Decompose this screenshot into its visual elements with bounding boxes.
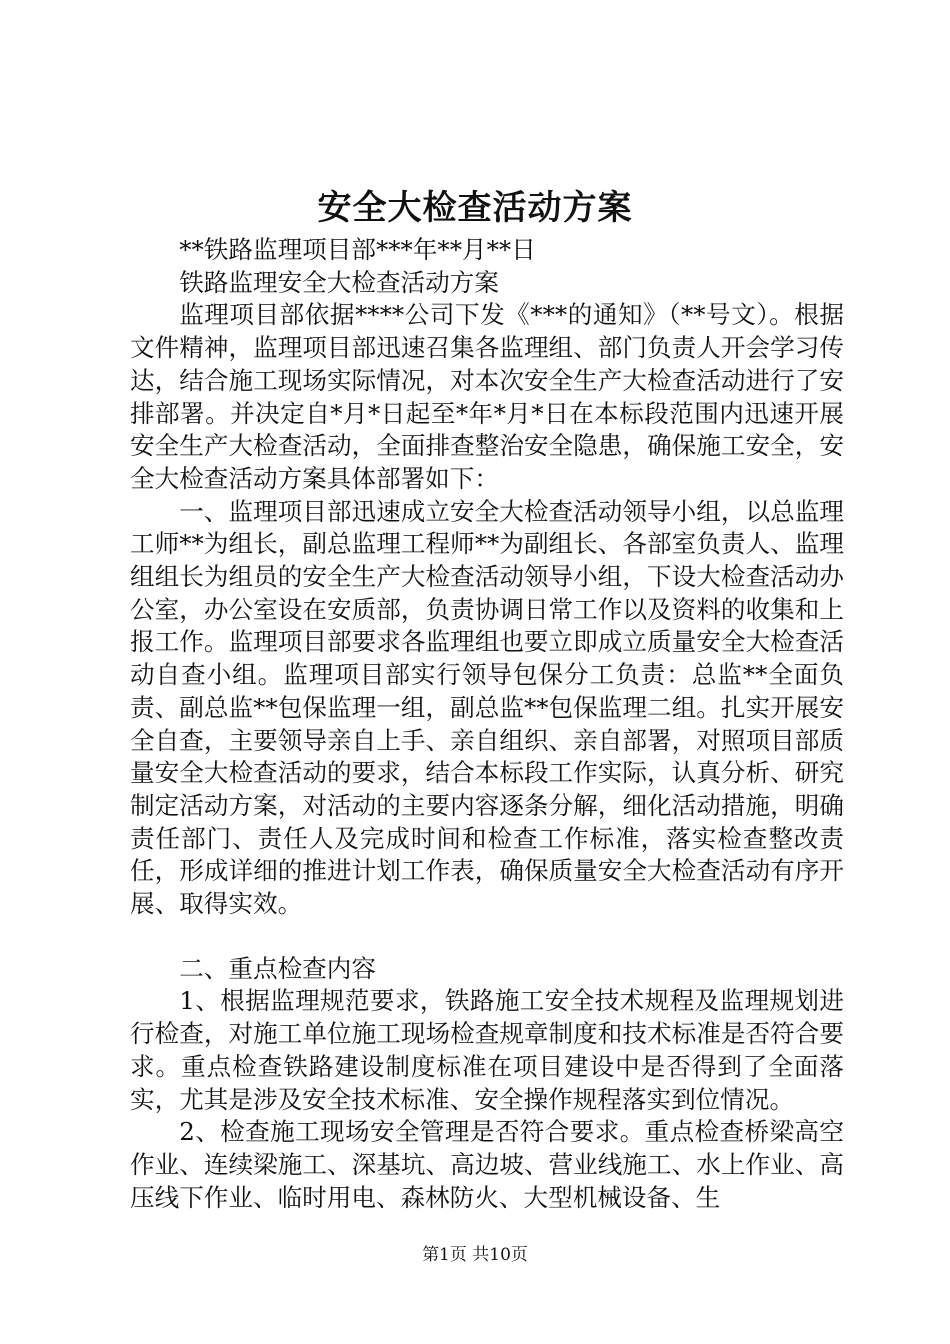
paragraph-header-line: **铁路监理项目部***年**月**日 <box>179 235 536 264</box>
paragraph-item-2: 2、检查施工现场安全管理是否符合要求。重点检查桥梁高空作业、连续梁施工、深基坑、高边坡、营业线施工、水上作业、高压线下作业、临时用电、森林防火、大型机械设备、生 <box>130 1117 844 1212</box>
paragraph-subtitle: 铁路监理安全大检查活动方案 <box>179 267 499 297</box>
document-body <box>130 234 844 1214</box>
paragraph-section-1: 一、监理项目部迅速成立安全大检查活动领导小组，以总监理工师**为组长，副总监理工程师**为副组长、各部室负责人、监理组组长为组员的安全生产大检查活动领导小组，下设大检查活动办公室，办公室设在安质部，负责协调日常工作以及资料的收集和上报工作。监理项目部要求各监理组也要立即成立质量安全大检查活动自查小组。监理项目部实行领导包保分工负责：总监**全面负责、副总监**包保监理一组，副总监**包保监理二组。扎实开展安全自查，主要领导亲自上手、亲自组织、亲自部署，对照项目部质量安全大检查活动的要求，结合本标段工作实际，认真分析、研究制定活动方案，对活动的主要内容逐条分解，细化活动措施，明确责任部门、责任人及完成时间和检查工作标准，落实检查整改责任，形成详细的推进计划工作表，确保质量安全大检查活动有序开展、取得实效。 <box>130 496 844 919</box>
paragraph-item-1: 1、根据监理规范要求，铁路施工安全技术规程及监理规划进行检查，对施工单位施工现场检查规章制度和技术标准是否符合要求。重点检查铁路建设制度标准在项目建设中是否得到了全面落实，尤其是涉及安全技术标准、安全操作规程落实到位情况。 <box>130 986 844 1114</box>
paragraph-intro: 监理项目部依据****公司下发《***的通知》（**号文）。根据文件精神，监理项目部迅速召集各监理组、部门负责人开会学习传达，结合施工现场实际情况，对本次安全生产大检查活动进行了安排部署。并决定自*月*日起至*年*月*日在本标段范围内迅速开展安全生产大检查活动，全面排查整治安全隐患，确保施工安全，安全大检查活动方案具体部署如下： <box>130 300 844 493</box>
document-title: 安全大检查活动方案 <box>317 188 633 228</box>
section-heading-2: 二、重点检查内容 <box>179 953 376 983</box>
page-indicator: 第1页 共10页 <box>422 1245 528 1265</box>
